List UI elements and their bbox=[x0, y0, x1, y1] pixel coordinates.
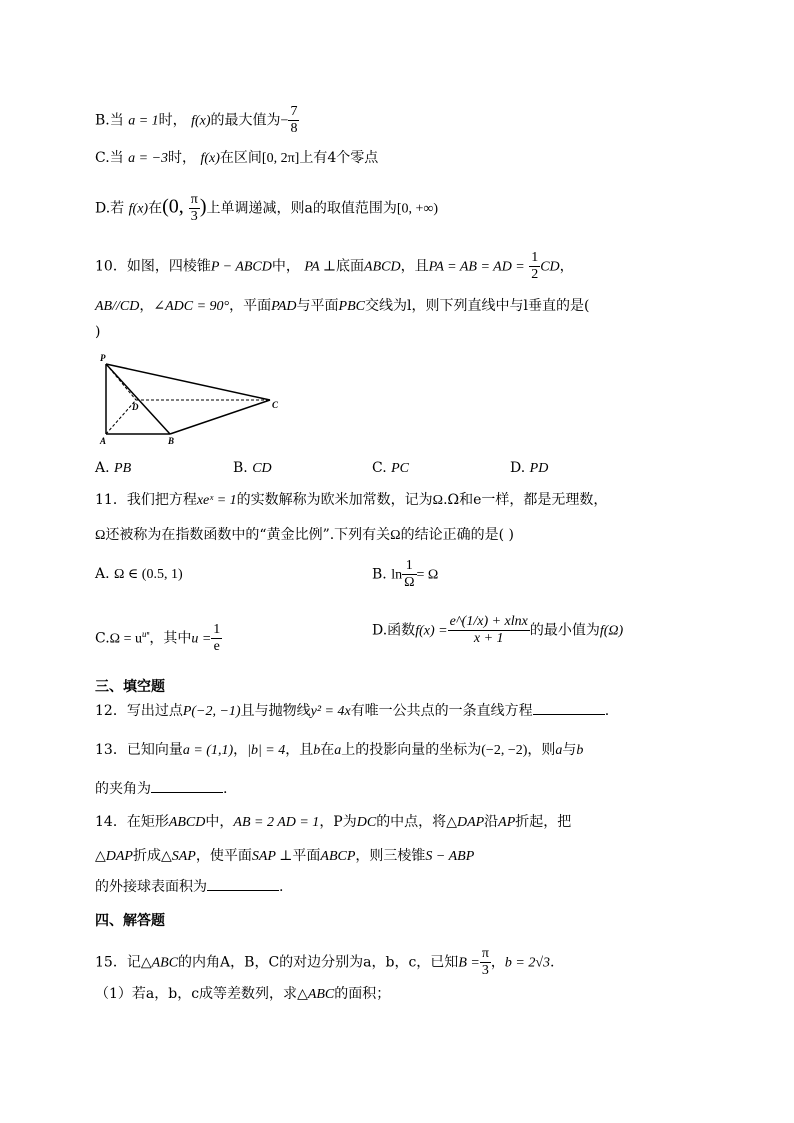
fraction: $\frac{1}{\Omega}$ bbox=[404, 558, 415, 590]
answer-blank bbox=[533, 700, 605, 715]
q10-option-a: A. PB bbox=[95, 460, 132, 476]
answer-blank bbox=[207, 876, 279, 891]
section-fill-in: 三、填空题 bbox=[95, 679, 165, 695]
label-a: A bbox=[100, 436, 107, 446]
q11-option-c: $C.\Omega = u^{u^n}$，其中u = $\frac{1}{e}$ bbox=[95, 622, 221, 654]
q10-option-c: C. PC bbox=[372, 460, 410, 476]
fraction: $\frac{1}{2}$ bbox=[531, 250, 539, 282]
q10-option-b: B. CD bbox=[233, 460, 272, 476]
q10-line3: ) bbox=[95, 324, 101, 340]
answer-blank bbox=[151, 778, 223, 793]
q11-option-b: B. ln $\frac{1}{\Omega}$ = Ω bbox=[372, 558, 439, 590]
section-solutions: 四、解答题 bbox=[95, 913, 165, 929]
pyramid-figure bbox=[98, 352, 288, 452]
q9-option-c: C.当 a = −3时， f(x)在区间[0, 2π]上有4个零点 bbox=[95, 150, 379, 166]
q10-line2: AB//CD，∠ADC = 90°，平面PAD与平面PBC交线为l，则下列直线中与l垂直的是( bbox=[95, 298, 590, 314]
q15-part1: （1）若a，b，c成等差数列，求△ABC的面积； bbox=[95, 986, 391, 1002]
q10-line1: 10．如图，四棱锥P − ABCD中， PA ⊥底面ABCD，且PA = AB = AD = $\frac{1}{2}$ CD， bbox=[95, 250, 574, 282]
q13-line1: 13．已知向量a = (1,1)，|b| = 4，且b在a上的投影向量的坐标为(−2, −2)，则a与b bbox=[95, 742, 584, 758]
fraction: $\frac{1}{e}$ bbox=[213, 622, 221, 654]
q11-line2: Ω还被称为在指数函数中的“黄金比例”.下列有关Ω的结论正确的是( ) bbox=[95, 527, 514, 543]
q9-option-b: B.当 a = 1时， f(x)的最大值为− $\frac{7}{8}$ bbox=[95, 104, 298, 136]
fraction: $\frac{7}{8}$ bbox=[290, 104, 298, 136]
q14-line2: △DAP折成△SAP，使平面SAP ⊥平面ABCP，则三棱锥S − ABP bbox=[95, 848, 475, 864]
q12: 12．写出过点P(−2, −1)且与抛物线y² = 4x有唯一公共点的一条直线方程 . bbox=[95, 700, 609, 722]
q14-line1: 14．在矩形ABCD中，AB = 2 AD = 1，P为DC的中点，将△DAP沿AP折起，把 bbox=[95, 814, 572, 830]
q15-line1: 15．记△ABC的内角A，B，C的对边分别为a，b，c，已知B = $\frac{\pi}{3}$ ，b = 2√3. bbox=[95, 946, 555, 978]
q10-option-d: D. PD bbox=[510, 460, 549, 476]
q13-line2: 的夹角为 . bbox=[95, 778, 227, 799]
fraction: $\frac{e\^{}(1/x) + xlnx}{x + 1}$ bbox=[449, 614, 528, 646]
label-d: D bbox=[132, 402, 139, 412]
label-p: P bbox=[100, 353, 106, 363]
q11-line1: 11．我们把方程xeˣ = 1的实数解称为欧米加常数，记为Ω.Ω和e一样，都是无理数， bbox=[95, 492, 608, 508]
label-c: C bbox=[272, 400, 279, 410]
label-b: B bbox=[168, 436, 175, 446]
fraction: $\frac{\pi}{3}$ bbox=[481, 946, 489, 978]
q14-line3: 的外接球表面积为 . bbox=[95, 876, 283, 897]
q11-option-a: A. Ω ∈ (0.5, 1) bbox=[95, 566, 183, 582]
q11-option-d: D.函数f(x) = $\frac{e\^{}(1/x) + xlnx}{x + 1}$ 的最小值为f(Ω) bbox=[372, 614, 624, 646]
fraction: $\frac{\pi}{3}$ bbox=[190, 192, 198, 224]
q9-option-d: D.若 f(x)在(0, $\frac{\pi}{3}$ )上单调递减，则a的取值范围为[0, +∞) bbox=[95, 192, 439, 224]
